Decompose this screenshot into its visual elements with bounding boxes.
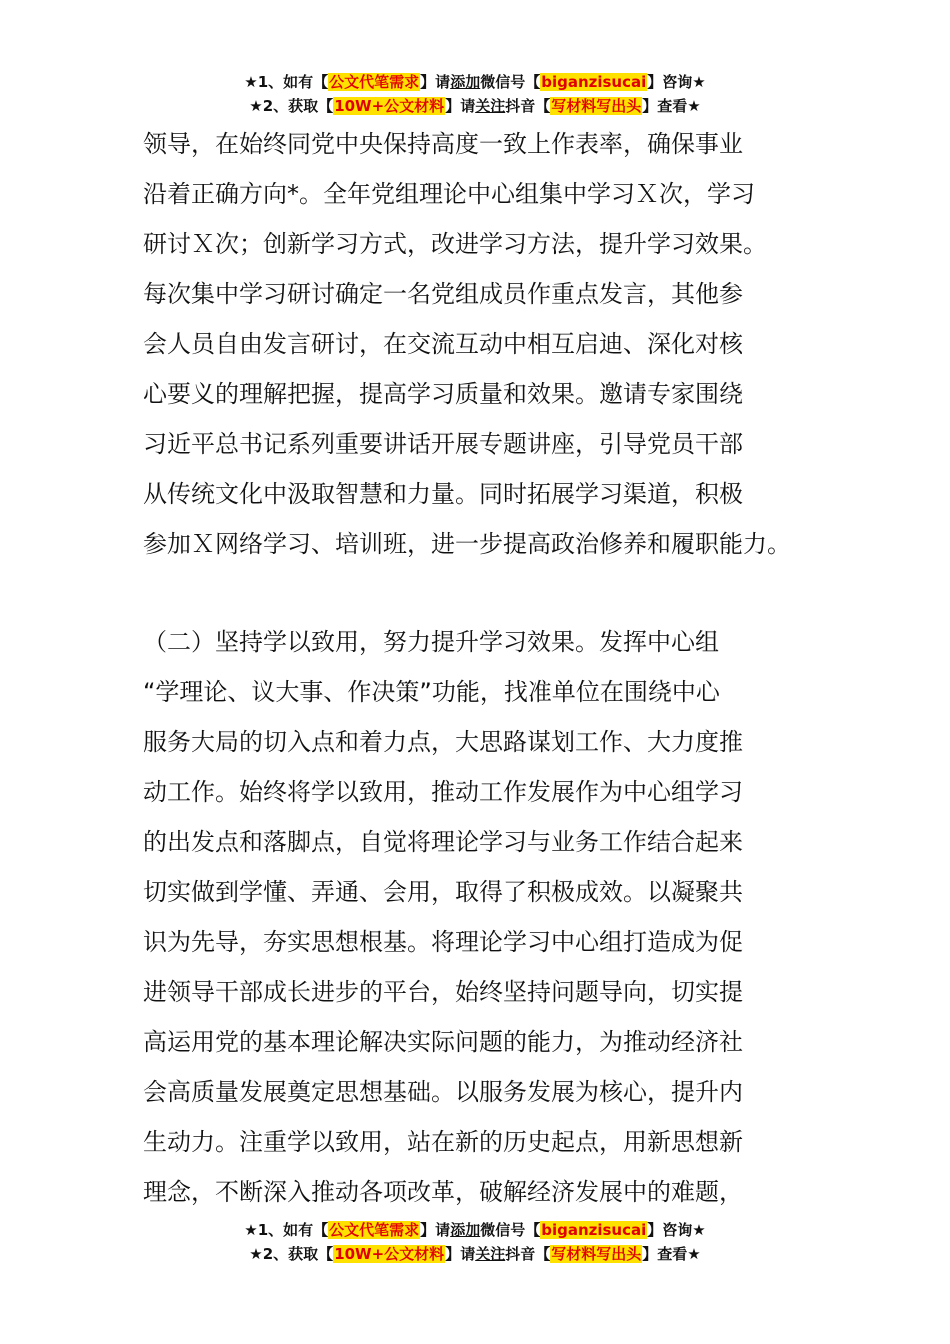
- banner-highlight: 写材料写出头: [551, 97, 642, 115]
- banner-highlight: biganzisucai: [541, 73, 647, 91]
- text-line: 从传统文化中汲取智慧和力量。同时拓展学习渠道，积极: [143, 480, 743, 508]
- banner-highlight: 写材料写出头: [551, 1245, 642, 1263]
- banner-text: ★2、获取【: [249, 1245, 334, 1263]
- banner-emphasis: 关注: [475, 1245, 506, 1263]
- text-line: 动工作。始终将学以致用，推动工作发展作为中心组学习: [143, 778, 743, 806]
- text-line: 习近平总书记系列重要讲话开展专题讲座，引导党员干部: [143, 430, 743, 458]
- banner-text: 抖音【: [505, 1245, 551, 1263]
- header-banner: [0, 70, 950, 118]
- text-line: 研讨Ｘ次；创新学习方式，改进学习方法，提升学习效果。: [143, 230, 767, 258]
- banner-text: ★2、获取【: [249, 97, 334, 115]
- text-line: 的出发点和落脚点，自觉将理论学习与业务工作结合起来: [143, 828, 743, 856]
- banner-highlight: 公文代笔需求: [329, 73, 420, 91]
- text-line: 会高质量发展奠定思想基础。以服务发展为核心，提升内: [143, 1078, 743, 1106]
- footer-banner: [0, 1218, 950, 1266]
- text-line: 服务大局的切入点和着力点，大思路谋划工作、大力度推: [143, 728, 743, 756]
- text-line: 沿着正确方向*。全年党组理论中心组集中学习Ｘ次，学习: [143, 180, 755, 208]
- banner-text: 】查看★: [642, 1245, 701, 1263]
- text-line: 高运用党的基本理论解决实际问题的能力，为推动经济社: [143, 1028, 743, 1056]
- banner-text: ★1、如有【: [244, 1221, 329, 1239]
- text-line: 识为先导，夯实思想根基。将理论学习中心组打造成为促: [143, 928, 743, 956]
- banner-highlight: 10W+公文材料: [334, 97, 445, 115]
- text-line: 进领导干部成长进步的平台，始终坚持问题导向，切实提: [143, 978, 743, 1006]
- banner-emphasis: 添加: [450, 1221, 481, 1239]
- text-line: 心要义的理解把握，提高学习质量和效果。邀请专家围绕: [143, 380, 743, 408]
- banner-text: 】请: [420, 1221, 451, 1239]
- text-line: 生动力。注重学以致用，站在新的历史起点，用新思想新: [143, 1128, 743, 1156]
- text-line: “学理论、议大事、作决策”功能，找准单位在围绕中心: [143, 678, 720, 706]
- banner-line-2: [0, 94, 950, 118]
- banner-text: 微信号【: [480, 73, 541, 91]
- banner-text: 】查看★: [642, 97, 701, 115]
- banner-text: 微信号【: [480, 1221, 541, 1239]
- banner-text: 】咨询★: [647, 1221, 706, 1239]
- banner-text: 】请: [420, 73, 451, 91]
- text-line: 理念，不断深入推动各项改革，破解经济发展中的难题，: [143, 1178, 743, 1206]
- banner-highlight: biganzisucai: [541, 1221, 647, 1239]
- banner-text: ★1、如有【: [244, 73, 329, 91]
- section-heading-line: （二）坚持学以致用，努力提升学习效果。发挥中心组: [143, 628, 719, 656]
- paragraph-1: [143, 119, 823, 569]
- banner-line-2: [0, 1242, 950, 1266]
- text-line: 会人员自由发言研讨，在交流互动中相互启迪、深化对核: [143, 330, 743, 358]
- banner-highlight: 10W+公文材料: [334, 1245, 445, 1263]
- banner-text: 抖音【: [505, 97, 551, 115]
- text-line: 切实做到学懂、弄通、会用，取得了积极成效。以凝聚共: [143, 878, 743, 906]
- banner-line-1: [0, 70, 950, 94]
- banner-emphasis: 添加: [450, 73, 481, 91]
- text-line: 每次集中学习研讨确定一名党组成员作重点发言，其他参: [143, 280, 743, 308]
- text-line: 领导，在始终同党中央保持高度一致上作表率，确保事业: [143, 130, 743, 158]
- text-line: 参加Ｘ网络学习、培训班，进一步提高政治修养和履职能力。: [143, 530, 791, 558]
- banner-text: 】请: [445, 97, 476, 115]
- paragraph-2: [143, 617, 823, 1217]
- banner-highlight: 公文代笔需求: [329, 1221, 420, 1239]
- banner-line-1: [0, 1218, 950, 1242]
- banner-emphasis: 关注: [475, 97, 506, 115]
- banner-text: 】请: [445, 1245, 476, 1263]
- banner-text: 】咨询★: [647, 73, 706, 91]
